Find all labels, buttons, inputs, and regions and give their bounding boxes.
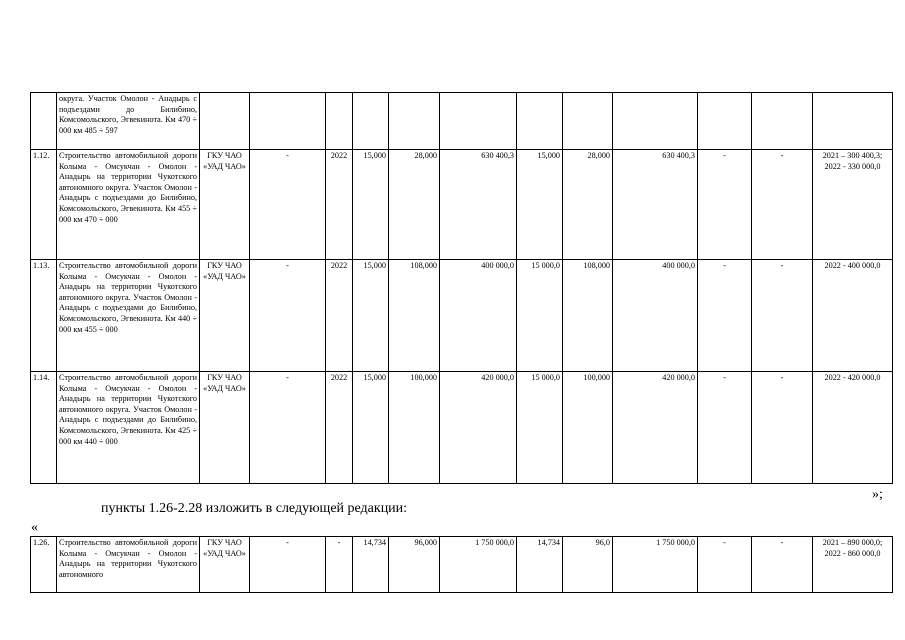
cell: - (698, 372, 752, 484)
cell: 2022 (326, 150, 353, 260)
cell (353, 93, 389, 150)
cell: 2022 - 420 000,0 (813, 372, 893, 484)
cell: 420 000,0 (440, 372, 517, 484)
cell (440, 93, 517, 150)
row-number: 1.12. (31, 150, 57, 260)
customer: ГКУ ЧАО «УАД ЧАО» (200, 372, 250, 484)
object-name: Строительство автомобильной дороги Колыма - Омсукчан - Омолон - Анадырь на территории Чукотского автономного округа. Участок Омолон - Анадырь с подъездами до Билибино, Комсомольского, Эгвекинота. Км 455 ÷ 000 км 470 ÷ 000 (57, 150, 200, 260)
cell: 100,000 (389, 372, 440, 484)
cell: 400 000,0 (613, 260, 698, 372)
object-name: Строительство автомобильной дороги Колыма - Омсукчан - Омолон - Анадырь на территории Чукотского автономного округа. Участок Омолон - Анадырь с подъездами до Билибино, Комсомольского, Эгвекинота. Км 425 ÷ 000 км 440 ÷ 000 (57, 372, 200, 484)
cell: - (752, 150, 813, 260)
cell: - (752, 372, 813, 484)
table-row (31, 372, 893, 484)
object-name: округа. Участок Омолон - Анадырь с подъездами до Билибино, Комсомольского, Эгвекинота. Км 470 ÷ 000 км 485 ÷ 597 (57, 93, 200, 150)
row-number: 1.14. (31, 372, 57, 484)
customer: ГКУ ЧАО «УАД ЧАО» (200, 537, 250, 593)
cell: 108,000 (563, 260, 613, 372)
cell: 15,000 (353, 150, 389, 260)
cell: 15,000 (353, 372, 389, 484)
cell: - (698, 260, 752, 372)
table-row (31, 150, 893, 260)
row-number: 1.13. (31, 260, 57, 372)
cell: - (326, 537, 353, 593)
cell: 14,734 (353, 537, 389, 593)
object-name: Строительство автомобильной дороги Колыма - Омсукчан - Омолон - Анадырь на территории Чукотского автономного (57, 537, 200, 593)
cell: - (752, 260, 813, 372)
cell: - (250, 537, 326, 593)
cell: 28,000 (563, 150, 613, 260)
cell: - (250, 260, 326, 372)
cell: 15,000 (353, 260, 389, 372)
cell: 1 750 000,0 (440, 537, 517, 593)
cell (563, 93, 613, 150)
cell (517, 93, 563, 150)
cell: 630 400,3 (613, 150, 698, 260)
cell: 100,000 (563, 372, 613, 484)
cell: 630 400,3 (440, 150, 517, 260)
table-row (31, 260, 893, 372)
cell: 1 750 000,0 (613, 537, 698, 593)
cell (813, 93, 893, 150)
cell (698, 93, 752, 150)
cell (389, 93, 440, 150)
row-number: 1.26. (31, 537, 57, 593)
cell: 96,000 (389, 537, 440, 593)
cell: 15 000,0 (517, 372, 563, 484)
cell (752, 93, 813, 150)
cell: 2021 – 890 000,0; 2022 - 860 000,0 (813, 537, 893, 593)
program-table-top (30, 92, 893, 484)
cell: 420 000,0 (613, 372, 698, 484)
cell (326, 93, 353, 150)
cell: 28,000 (389, 150, 440, 260)
cell (250, 93, 326, 150)
cell: 14,734 (517, 537, 563, 593)
closing-quote: »; (872, 487, 883, 502)
cell: 2022 - 400 000,0 (813, 260, 893, 372)
amendment-caption: пункты 1.26-2.28 изложить в следующей редакции: (101, 501, 408, 516)
row-number (31, 93, 57, 150)
cell: - (698, 537, 752, 593)
customer: ГКУ ЧАО «УАД ЧАО» (200, 150, 250, 260)
cell: - (250, 372, 326, 484)
cell: 15 000,0 (517, 260, 563, 372)
cell: 400 000,0 (440, 260, 517, 372)
cell: 2022 (326, 372, 353, 484)
cell: 108,000 (389, 260, 440, 372)
object-name: Строительство автомобильной дороги Колыма - Омсукчан - Омолон - Анадырь на территории Чукотского автономного округа. Участок Омолон - Анадырь с подъездами до Билибино, Комсомольского, Эгвекинота. Км 440 ÷ 000 км 455 ÷ 000 (57, 260, 200, 372)
cell: 2021 – 300 400,3; 2022 - 330 000,0 (813, 150, 893, 260)
customer (200, 93, 250, 150)
cell: 15,000 (517, 150, 563, 260)
opening-quote: « (31, 520, 38, 535)
table-row (31, 537, 893, 593)
program-table-bottom (30, 536, 893, 593)
cell: - (698, 150, 752, 260)
customer: ГКУ ЧАО «УАД ЧАО» (200, 260, 250, 372)
cell: - (752, 537, 813, 593)
cell: 2022 (326, 260, 353, 372)
cell: - (250, 150, 326, 260)
table-row (31, 93, 893, 150)
cell (613, 93, 698, 150)
cell: 96,0 (563, 537, 613, 593)
